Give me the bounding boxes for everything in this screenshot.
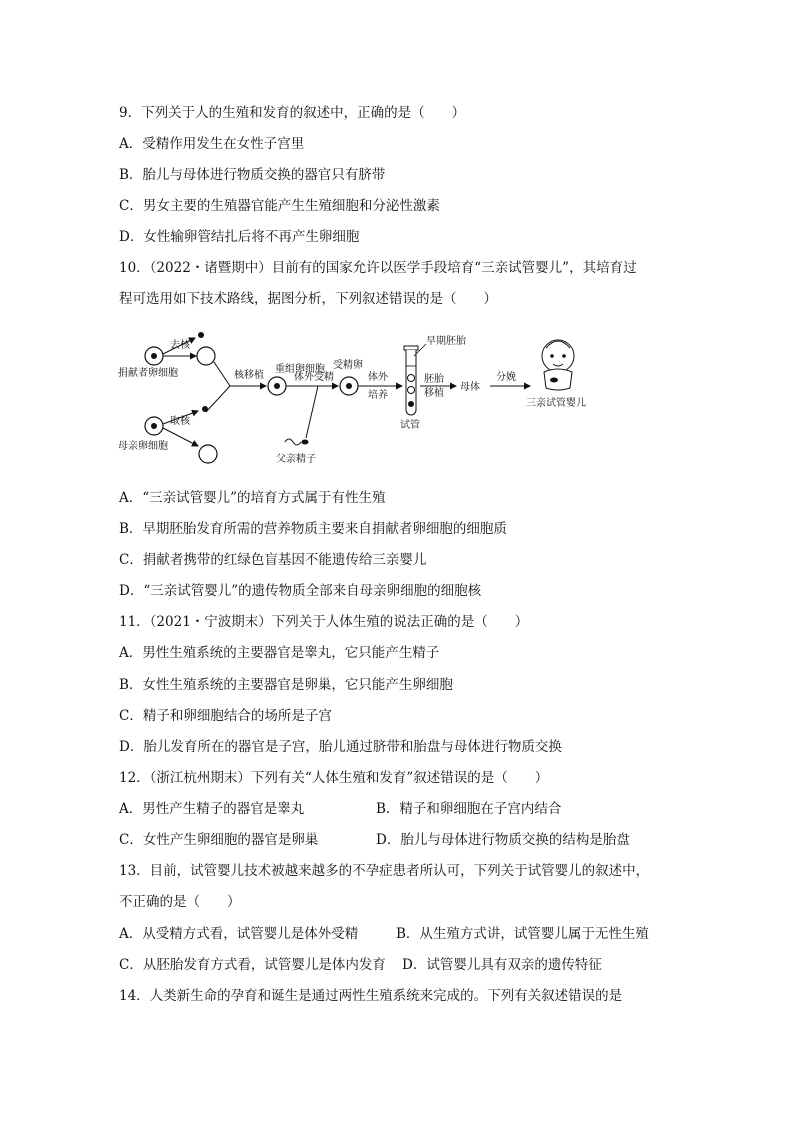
embryo-transfer-label-1: 胚胎	[424, 374, 444, 385]
removed-nucleus	[198, 332, 204, 338]
nuclear-transfer-label: 核移植	[234, 370, 264, 381]
delivery-label: 分娩	[496, 372, 516, 383]
donor-egg-cell	[145, 347, 163, 365]
q13-stem-line2: 不正确的是（ ）	[119, 894, 241, 910]
recombined-egg-label: 重组卵细胞	[275, 364, 325, 375]
mother-body-label: 母体	[460, 382, 480, 393]
ivf-label: 体外受精	[294, 372, 334, 383]
q11-option-d: D．胎儿发育所在的器官是子宫，胎儿通过脐带和胎盘与母体进行物质交换	[119, 739, 562, 755]
q11-stem: 11．（2021・宁波期末）下列关于人体生殖的说法正确的是（ ）	[119, 614, 529, 630]
q13-stem-line1: 13．目前，试管婴儿技术被越来越多的不孕症患者所认可，下列关于试管婴儿的叙述中，	[119, 863, 650, 879]
q12-option-c: C．女性产生卵细胞的器官是卵巢	[119, 832, 319, 848]
baby-icon	[542, 340, 574, 390]
donor-egg-label: 捐献者卵细胞	[118, 368, 178, 379]
q10-option-d: D．“三亲试管婴儿”的遗传物质全部来自母亲卵细胞的细胞核	[119, 583, 482, 599]
q12-option-a: A．男性产生精子的器官是睾丸	[119, 801, 305, 817]
culture-label-1: 体外	[368, 372, 388, 383]
q9-stem: 9．下列关于人的生殖和发育的叙述中，正确的是（ ）	[119, 105, 466, 121]
baby-label: 三亲试管婴儿	[526, 398, 586, 409]
q12-option-b: B．精子和卵细胞在子宫内结合	[376, 801, 562, 817]
father-sperm-label: 父亲精子	[276, 454, 316, 465]
q13-option-b: B．从生殖方式讲，试管婴儿属于无性生殖	[396, 926, 649, 942]
culture-label-2: 培养	[368, 390, 388, 401]
q12-option-d: D．胎儿与母体进行物质交换的结构是胎盘	[376, 832, 630, 848]
q13-option-d: D．试管婴儿具有双亲的遗传特征	[402, 957, 602, 973]
q13-option-c: C．从胚胎发育方式看，试管婴儿是体内发育	[119, 957, 386, 973]
q12-stem: 12．（浙江杭州期末）下列有关“人体生殖和发育”叙述错误的是（ ）	[119, 770, 549, 786]
q11-option-b: B．女性生殖系统的主要器官是卵巢，它只能产生卵细胞	[119, 677, 453, 693]
sperm-cell	[285, 439, 309, 445]
q10-option-c: C．捐献者携带的红绿色盲基因不能遗传给三亲婴儿	[119, 552, 427, 568]
fertilized-egg-label: 受精卵	[333, 360, 363, 371]
q13-option-a: A．从受精方式看，试管婴儿是体外受精	[119, 926, 359, 942]
mother-egg-label: 母亲卵细胞	[118, 441, 168, 452]
q9-option-b: B．胎儿与母体进行物质交换的器官只有脐带	[119, 167, 386, 183]
q10-stem-line2: 程可选用如下技术路线，据图分析，下列叙述错误的是（ ）	[119, 291, 497, 307]
enucleated-egg	[197, 347, 215, 365]
remove-nucleus-label: 去核	[170, 340, 190, 351]
q10-option-b: B．早期胚胎发育所需的营养物质主要来自捐献者卵细胞的细胞质	[119, 521, 507, 537]
test-tube-label: 试管	[400, 420, 420, 431]
q9-option-c: C．男女主要的生殖器官能产生生殖细胞和分泌性激素	[119, 198, 440, 214]
three-parent-baby-diagram	[110, 326, 630, 476]
early-embryo-label: 早期胚胎	[426, 336, 466, 347]
q10-option-a: A．“三亲试管婴儿”的培育方式属于有性生殖	[119, 490, 386, 506]
q14-stem: 14．人类新生命的孕育和诞生是通过两性生殖系统来完成的。下列有关叙述错误的是	[119, 988, 623, 1004]
q11-option-a: A．男性生殖系统的主要器官是睾丸，它只能产生精子	[119, 645, 440, 661]
mother-egg-cell	[145, 417, 163, 435]
test-tube	[404, 346, 418, 415]
q11-option-c: C．精子和卵细胞结合的场所是子宫	[119, 708, 332, 724]
embryo-transfer-label-2: 移植	[424, 388, 444, 399]
fertilized-egg-cell	[340, 377, 358, 395]
q9-option-d: D．女性输卵管结扎后将不再产生卵细胞	[119, 229, 360, 245]
q9-option-a: A．受精作用发生在女性子宫里	[119, 136, 305, 152]
q10-stem-line1: 10．（2022・诸暨期中）目前有的国家允许以医学手段培育“三亲试管婴儿”，其培育过	[119, 260, 637, 276]
recombined-egg-cell	[268, 377, 286, 395]
take-nucleus-label: 取核	[170, 416, 190, 427]
enucleated-mother-egg	[199, 445, 217, 463]
